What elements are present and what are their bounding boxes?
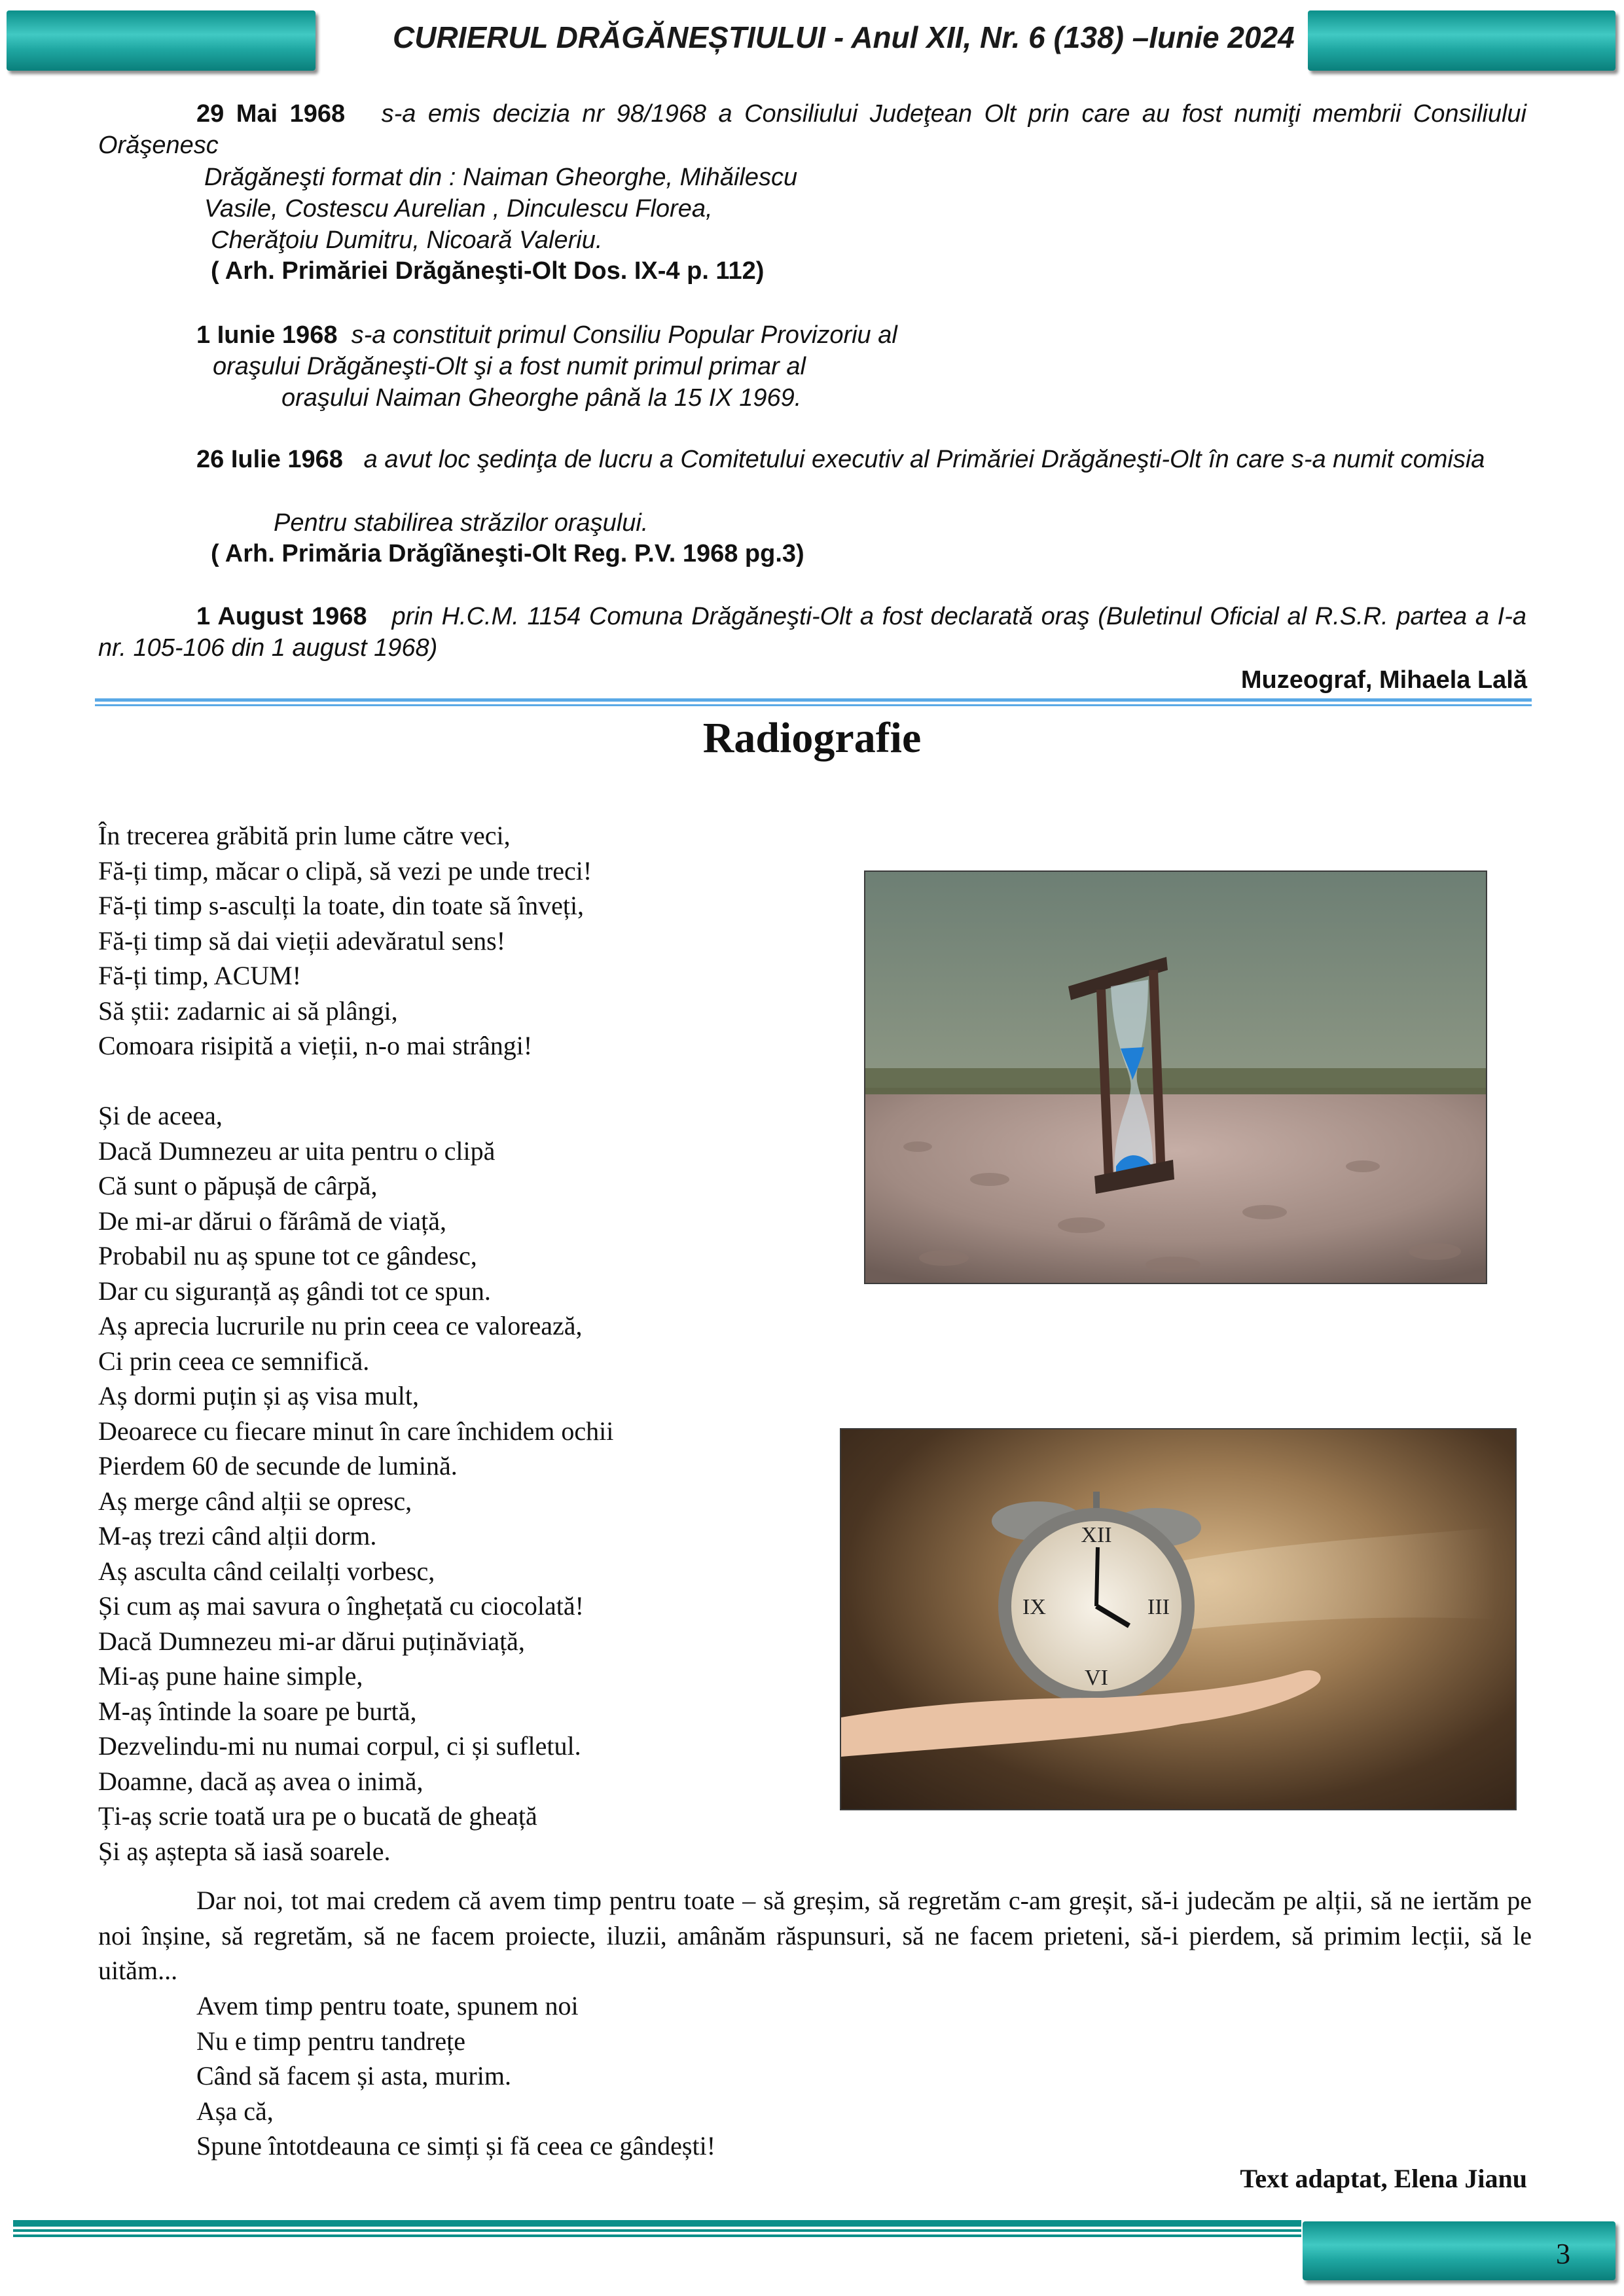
poem-line: Aș merge când alții se opresc, (98, 1486, 412, 1516)
poem-line: Că sunt o păpușă de cârpă, (98, 1171, 378, 1200)
archive-entry-4-text: prin H.C.M. 1154 Comuna Drăgăneşti-Olt a fost declarată oraş (Buletinul Oficial al R.S.R. partea a I-a nr. 105-106 din 1 august 1968) (98, 603, 1526, 662)
poem-line: Dacă Dumnezeu mi-ar dărui puținăviață, (98, 1626, 525, 1656)
archive-entry-1-text: s-a emis decizia nr 98/1968 a Consiliului Judeţean Olt prin care au fost numiţi membrii Consiliului Orăşenesc (98, 100, 1526, 159)
closing-line: Avem timp pentru toate, spunem noi (196, 1991, 579, 2020)
archive-signature: Muzeograf, Mihaela Lală (1240, 666, 1527, 694)
newspaper-title: CURIERUL DRĂGĂNEȘTIULUI - Anul XII, Nr. 6 (138) –Iunie 2024 (393, 20, 1295, 54)
archive-entry-2-first-line (196, 319, 897, 351)
archive-entry-4-date: 1 August 1968 (196, 603, 367, 630)
alarm-clock-photo (840, 1428, 1517, 1810)
archive-entry-1-source: ( Arh. Primăriei Drăgăneşti-Olt Dos. IX-4 p. 112) (211, 257, 765, 285)
poem-line: Și de aceea, (98, 1101, 223, 1130)
closing-line: Nu e timp pentru tandrețe (196, 2026, 465, 2056)
archive-entry-3-line-1: Pentru stabilirea străzilor oraşului. (274, 509, 649, 537)
footer-rule-thin (13, 2234, 1301, 2237)
poem-line: Fă-ți timp, măcar o clipă, să vezi pe unde treci! (98, 855, 592, 886)
poem-line: Să știi: zadarnic ai să plângi, (98, 996, 398, 1026)
poem-line: Deoarece cu fiecare minut în care închidem ochii (98, 1416, 614, 1446)
archive-entry-1 (98, 98, 1526, 161)
archive-entry-3 (98, 444, 1526, 475)
svg-text:IX: IX (1022, 1595, 1046, 1619)
closing-line: Așa că, (196, 2096, 274, 2126)
archive-entry-1-line-3: Cherăţoiu Dumitru, Nicoară Valeriu. (211, 226, 603, 254)
archive-entry-2-line-2: oraşului Drăgăneşti-Olt şi a fost numit primul primar al (213, 353, 806, 380)
archive-entry-1-line-1: Drăgăneşti format din : Naiman Gheorghe, Mihăilescu (204, 164, 798, 191)
poem-line: Aș asculta când ceilalți vorbesc, (98, 1556, 435, 1586)
header-right-tab (1308, 10, 1615, 71)
poem-line: Doamne, dacă aș avea o inimă, (98, 1766, 424, 1796)
archive-entry-3-text: a avut loc şedinţa de lucru a Comitetului executiv al Primăriei Drăgăneşti-Olt în care s-a numit comisia (363, 446, 1485, 473)
archive-entry-3-source: ( Arh. Primăria Drăgîăneşti-Olt Reg. P.V. 1968 pg.3) (211, 540, 804, 567)
poem-line: Aș dormi puțin și aș visa mult, (98, 1381, 419, 1410)
poem-line: M-aș trezi când alții dorm. (98, 1521, 377, 1551)
archive-entry-2-line-1: s-a constituit primul Consiliu Popular Provizoriu al (351, 321, 897, 349)
poem-line: M-aș întinde la soare pe burtă, (98, 1696, 417, 1726)
poem-line: Comoara risipită a vieții, n-o mai strângi! (98, 1031, 533, 1060)
closing-line: Când să facem și asta, murim. (196, 2061, 511, 2090)
poem-line: Și cum aș mai savura o înghețată cu ciocolată! (98, 1591, 584, 1621)
poem-line: Pierdem 60 de secunde de lumină. (98, 1451, 458, 1480)
page-number: 3 (1556, 2238, 1570, 2270)
poem-line: Ți-aș scrie toată ura pe o bucată de gheață (98, 1801, 537, 1831)
poem-title: Radiografie (702, 714, 922, 762)
svg-text:VI: VI (1085, 1666, 1108, 1690)
closing-line: Spune întotdeauna ce simți și fă ceea ce gândești! (196, 2131, 716, 2161)
poem-line: Dacă Dumnezeu ar uita pentru o clipă (98, 1136, 496, 1166)
svg-text:XII: XII (1081, 1523, 1112, 1547)
archive-entry-1-date: 29 Mai 1968 (196, 100, 346, 128)
poem-line: Mi-aș pune haine simple, (98, 1661, 363, 1691)
poem-line: În trecerea grăbită prin lume către veci, (98, 821, 511, 850)
poem-line: Fă-ți timp să dai vieții adevăratul sens! (98, 925, 506, 956)
closing-paragraph: Dar noi, tot mai credem că avem timp pentru toate – să greșim, să regretăm c-am greșit, să-i judecăm pe alții, să ne iertăm pe noi înșine, să regretăm, să ne facem proiecte, iluzii, amânăm răspunsuri, să ne facem prieteni, să-i pierdem, să primim lecții, să le uităm... (98, 1886, 1532, 1985)
poem-line: Probabil nu aș spune tot ce gândesc, (98, 1241, 477, 1270)
poem-body (98, 818, 805, 1869)
poem-line: Ci prin ceea ce semnifică. (98, 1346, 370, 1376)
closing-lines (196, 1988, 715, 2164)
svg-text:III: III (1147, 1595, 1170, 1619)
footer-rule (13, 2220, 1301, 2227)
header-left-tab (7, 10, 316, 71)
poem-line: De mi-ar dărui o fărâmă de viață, (98, 1206, 446, 1236)
poem-stanza-break (98, 1064, 805, 1099)
archive-entry-4 (98, 601, 1526, 664)
poem-line: Și aș aștepta să iasă soarele. (98, 1836, 391, 1866)
hourglass-photo (864, 870, 1487, 1284)
archive-entry-2-line-3: oraşului Naiman Gheorghe până la 15 IX 1969. (281, 384, 802, 412)
poem-signature: Text adaptat, Elena Jianu (1240, 2164, 1527, 2193)
poem-line: Dar cu siguranță aș gândi tot ce spun. (98, 1276, 491, 1306)
section-divider (95, 698, 1532, 706)
archive-entry-1-line-2: Vasile, Costescu Aurelian , Dinculescu Florea, (204, 195, 713, 223)
archive-entry-2-date: 1 Iunie 1968 (196, 321, 338, 349)
poem-line: Fă-ți timp s-asculți la toate, din toate să înveți, (98, 891, 585, 920)
poem-line: Aș aprecia lucrurile nu prin ceea ce valorează, (98, 1311, 583, 1340)
archive-entry-3-date: 26 Iulie 1968 (196, 446, 343, 473)
footer-rule-thin (13, 2229, 1301, 2232)
poem-line: Fă-ți timp, ACUM! (98, 961, 302, 990)
poem-line: Dezvelindu-mi nu numai corpul, ci și sufletul. (98, 1731, 581, 1761)
